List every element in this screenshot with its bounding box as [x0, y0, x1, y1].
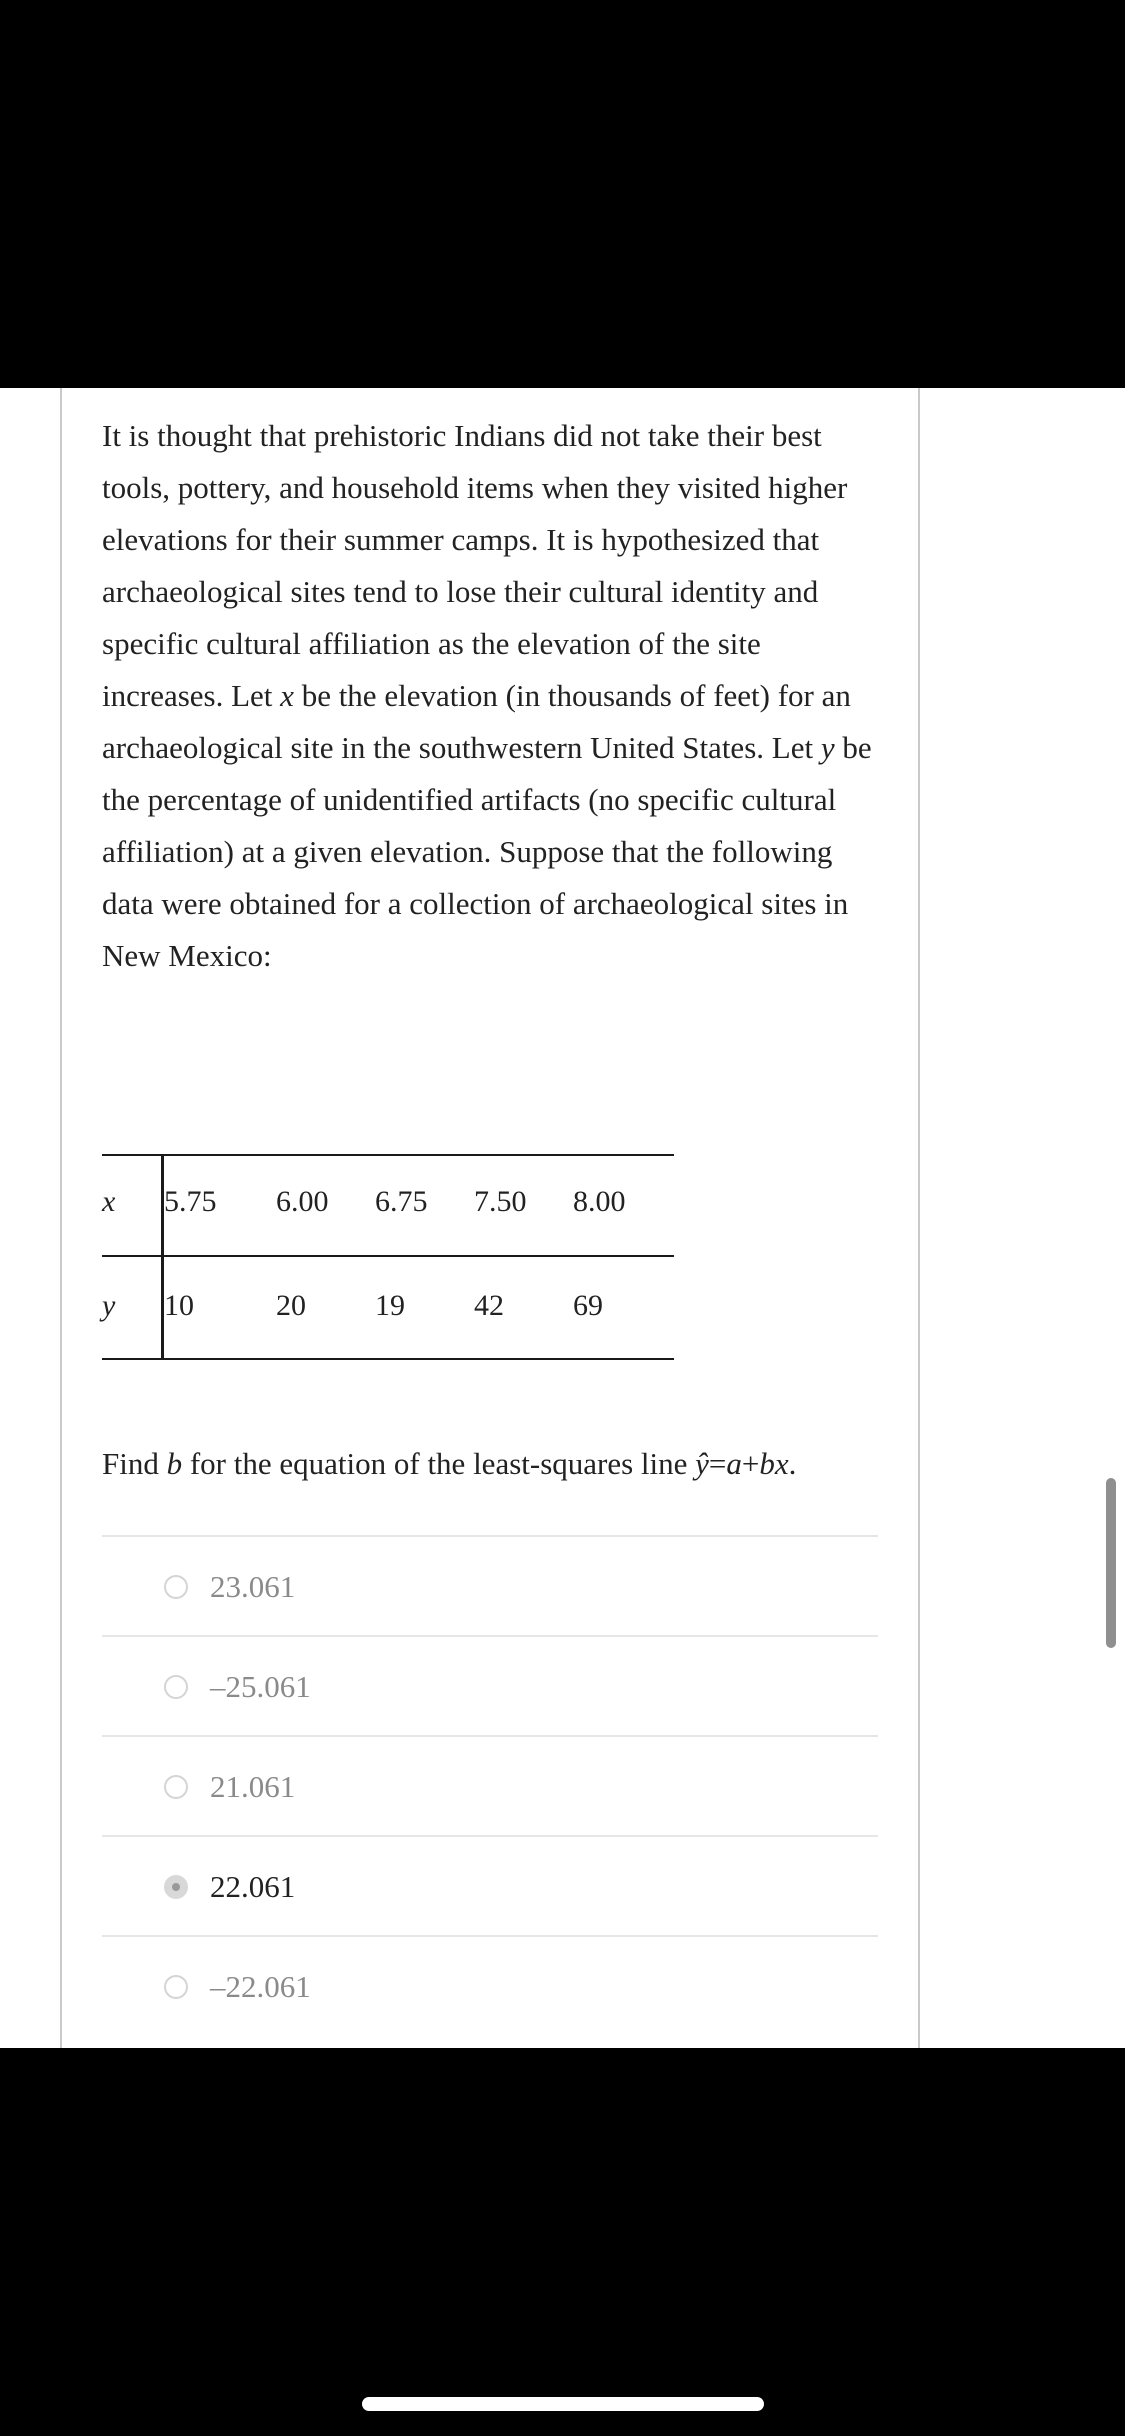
table-cell-x: 7.50 — [474, 1185, 527, 1218]
table-top-border — [102, 1154, 674, 1156]
prompt-text: Find — [102, 1446, 167, 1481]
answer-options — [102, 1535, 878, 2035]
question-text-part-3: be the percentage of unidentified artifacts (no specific cultural affiliation) at a given elevation. Suppose that the following data were obtained for a collection of archaeological sites in New Mexico: — [102, 730, 872, 973]
table-cell-y: 10 — [164, 1289, 194, 1322]
content-area — [0, 388, 1125, 2048]
table-row-label-y: y — [102, 1289, 116, 1322]
question-text-part-1: It is thought that prehistoric Indians did not take their best tools, pottery, and household items when they visited higher elevations for their summer camps. It is hypothesized that archaeological sites tend to lose their cultural identity and specific cultural affiliation as the elevation of the site increases. Let — [102, 418, 848, 713]
term-bx: bx — [759, 1446, 789, 1481]
table-cell-x: 8.00 — [573, 1185, 626, 1218]
answer-option-label[interactable]: 23.061 — [210, 1569, 296, 1604]
question-text-part-2: be the elevation (in thousands of feet) for an archaeological site in the southwestern United States. Let — [102, 678, 851, 765]
table-cell-y: 42 — [474, 1289, 504, 1322]
answer-option-label[interactable]: 21.061 — [210, 1769, 296, 1804]
variable-a: a — [726, 1446, 742, 1481]
answer-option[interactable] — [102, 1735, 878, 1835]
top-black-bar — [0, 0, 1125, 388]
table-cell-x: 6.75 — [375, 1185, 428, 1218]
prompt-period: . — [788, 1446, 797, 1481]
home-indicator[interactable] — [362, 2397, 764, 2411]
y-hat-symbol: ŷ — [695, 1446, 709, 1481]
table-cell-x: 6.00 — [276, 1185, 329, 1218]
answer-option-label[interactable]: –25.061 — [210, 1669, 311, 1704]
table-cell-y: 20 — [276, 1289, 306, 1322]
answer-option-label[interactable]: –22.061 — [210, 1969, 311, 2004]
variable-b: b — [166, 1446, 183, 1481]
radio-button[interactable] — [164, 1675, 188, 1699]
variable-y: y — [820, 730, 835, 765]
table-cell-y: 19 — [375, 1289, 405, 1322]
answer-option[interactable] — [102, 1935, 878, 2035]
prompt-text: for the equation of the least-squares line — [182, 1446, 696, 1481]
data-table — [102, 1154, 674, 1360]
table-row-label-x: x — [102, 1185, 116, 1218]
equals-sign: = — [708, 1446, 727, 1481]
table-cell-x: 5.75 — [164, 1185, 217, 1218]
answer-option[interactable] — [102, 1635, 878, 1735]
plus-sign: + — [741, 1446, 760, 1481]
answer-option-label[interactable]: 22.061 — [210, 1869, 296, 1904]
question-prompt — [102, 1442, 902, 1486]
scrollbar-thumb[interactable] — [1106, 1478, 1116, 1648]
variable-x: x — [280, 678, 294, 713]
answer-option-selected[interactable] — [102, 1835, 878, 1935]
answer-option[interactable] — [102, 1535, 878, 1635]
table-cell-y: 69 — [573, 1289, 603, 1322]
table-middle-border — [102, 1255, 674, 1257]
question-text — [102, 410, 882, 982]
table-bottom-border — [102, 1358, 674, 1360]
radio-button[interactable] — [164, 1975, 188, 1999]
radio-button[interactable] — [164, 1775, 188, 1799]
radio-button[interactable] — [164, 1575, 188, 1599]
radio-button-selected[interactable] — [164, 1875, 188, 1899]
bottom-black-bar — [0, 2048, 1125, 2436]
